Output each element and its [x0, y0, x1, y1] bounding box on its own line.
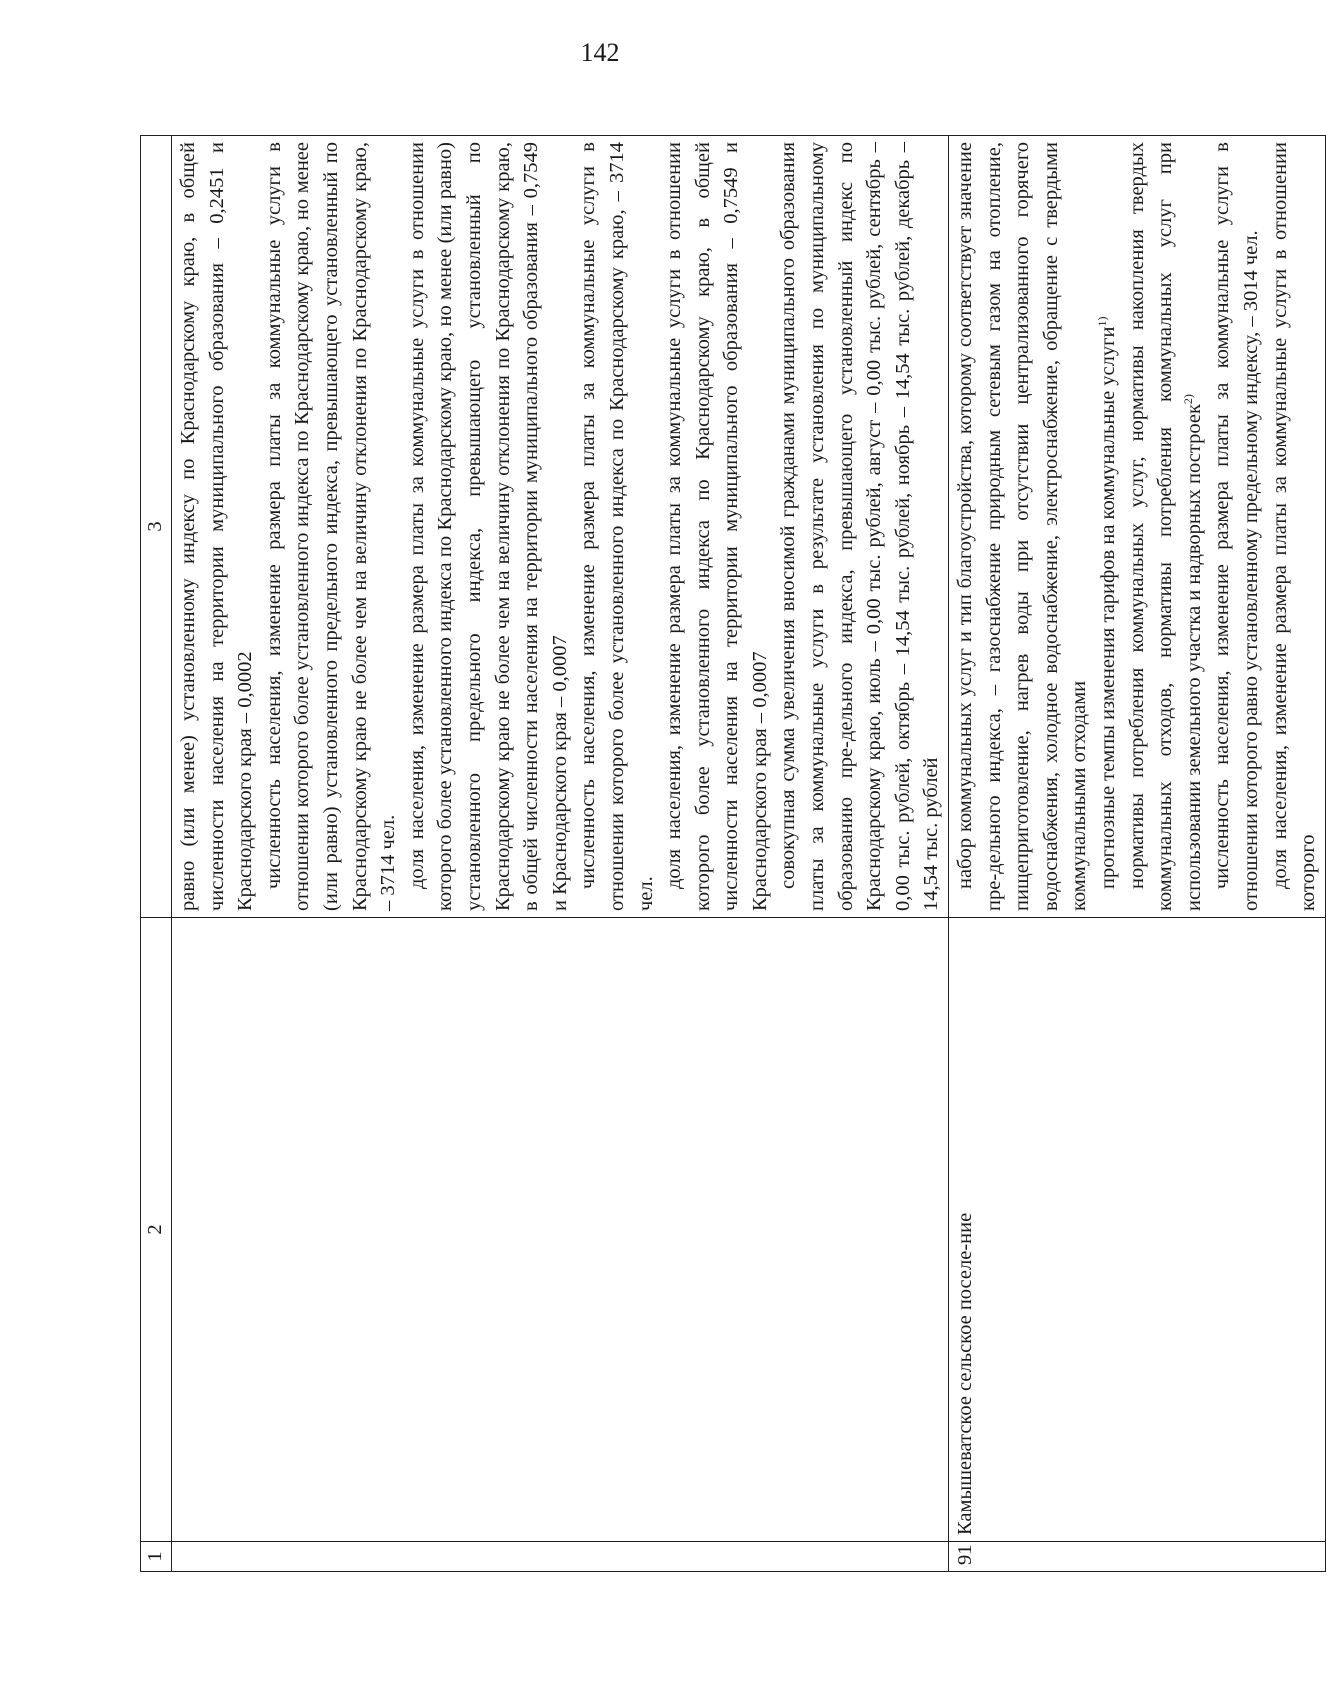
paragraph: численность населения, изменение размера платы за коммунальные услуги в отношении которого более установленного индекса по Краснодарскому краю, – 3714 чел.	[577, 142, 657, 911]
indicators-cell	[172, 136, 949, 918]
table-row-91	[949, 136, 1326, 1572]
footnote-ref: 1)	[1095, 316, 1110, 327]
settlement-name-cell	[172, 918, 949, 1542]
page-number: 142	[580, 38, 620, 67]
data-table	[140, 135, 1326, 1572]
rotated-table-frame	[140, 136, 1320, 1572]
row-number-cell: 91	[949, 1542, 1326, 1572]
header-cell-3: 3	[141, 136, 172, 918]
paragraph: доля населения, изменение размера платы за коммунальные услуги в отношении которого более установленного индекса по Краснодарскому краю, в общей численности населения на территории муниципального образования – 0,7549 и Краснодарского края – 0,0007	[663, 142, 771, 911]
table-header-row	[141, 136, 172, 1572]
paragraph: набор коммунальных услуг и тип благоустройства, которому соответствует значение пре-дельного индекса, – газоснабжение природным сетевым газом на отопление, пищеприготовление, нагрев воды при отсутствии централизованного горячего водоснабжения, холодное водоснабжение, электроснабжение, обращение с твердыми коммунальными отходами	[954, 142, 1091, 911]
paragraph	[1123, 142, 1209, 911]
paragraph: численность населения, изменение размера платы за коммунальные услуги в отношении которого равно установленному предельному индексу, – 3014 чел.	[1211, 142, 1262, 911]
paragraph-text: прогнозные темпы изменения тарифов на коммунальные услуги	[1097, 326, 1119, 889]
table-row-continuation	[172, 136, 949, 1572]
header-cell-2: 2	[141, 918, 172, 1542]
settlement-name-cell: Камышеватское сельское поселе-ние	[949, 918, 1326, 1542]
paragraph: равно (или менее) установленному индексу по Краснодарскому краю, в общей численности населения на территории муниципального образования – 0,2451 и Краснодарского края – 0,0002	[177, 142, 257, 911]
paragraph: доля населения, изменение размера платы за коммунальные услуги в отношении которого	[1268, 142, 1320, 911]
paragraph: доля населения, изменение размера платы за коммунальные услуги в отношении которого более установленного индекса по Краснодарскому краю, но менее (или равно) установленного предельного индекса, превышающего установленный по Краснодарскому краю не более чем на величину отклонения по Краснодарскому краю, в общей численности населения на территории муниципального образования – 0,7549 и Краснодарского края – 0,0007	[405, 142, 571, 911]
paragraph: совокупная сумма увеличения вносимой гражданами муниципального образования платы за коммунальные услуги в результате установления по муниципальному образованию пре-дельного индекса, превышающего установленный индекс по Краснодарскому краю, июль – 0,00 тыс. рублей, август – 0,00 тыс. рублей, сентябрь – 0,00 тыс. рублей, октябрь – 14,54 тыс. рублей, ноябрь – 14,54 тыс. рублей, декабрь – 14,54 тыс. рублей	[777, 142, 943, 911]
paragraph: численность населения, изменение размера платы за коммунальные услуги в отношении которого более установленного индекса по Краснодарскому краю, но менее (или равно) установленного предельного индекса, превышающего установленный по Краснодарскому краю не более чем на величину отклонения по Краснодарскому краю, – 3714 чел.	[262, 142, 400, 911]
paragraph-text: нормативы потребления коммунальных услуг, нормативы накопления твердых коммунальных отходов, нормативы потребления коммунальных услуг при использовании земельного участка и надворных построек	[1125, 142, 1205, 911]
row-number-cell	[172, 1542, 949, 1572]
indicators-cell	[949, 136, 1326, 918]
header-cell-1: 1	[141, 1542, 172, 1572]
paragraph	[1094, 142, 1123, 911]
footnote-ref: 2)	[1180, 394, 1195, 405]
